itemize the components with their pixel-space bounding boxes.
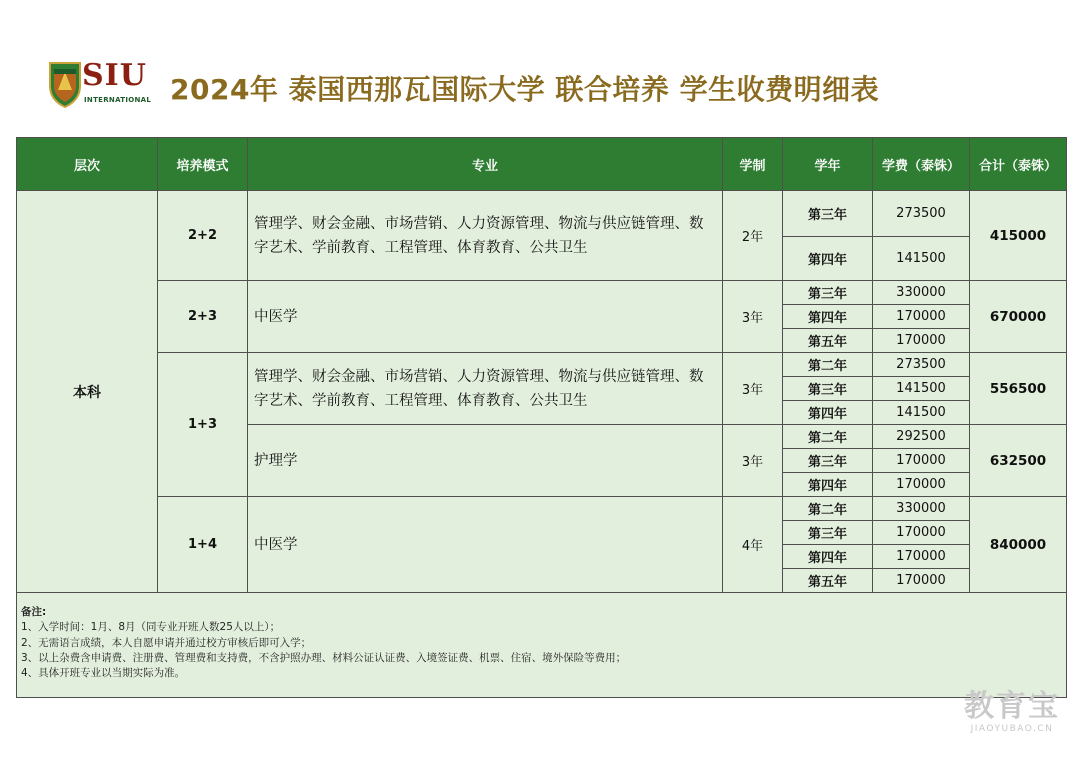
major-cell: 管理学、财会金融、市场营销、人力资源管理、物流与供应链管理、数字艺术、学前教育、工程管理、体育教育、公共卫生: [248, 353, 723, 425]
fee-cell: 273500: [873, 353, 970, 377]
year-cell: 第五年: [783, 329, 873, 353]
notes-row: [17, 593, 1067, 698]
note-item: 2、无需语言成绩，本人自愿申请并通过校方审核后即可入学；: [21, 636, 312, 649]
fee-cell: 141500: [873, 377, 970, 401]
year-cell: 第二年: [783, 353, 873, 377]
fee-cell: 170000: [873, 449, 970, 473]
watermark: [964, 690, 1060, 734]
col-header-total: 合计（泰铢）: [970, 138, 1067, 191]
mode-cell: 2+3: [158, 281, 248, 353]
col-header-fee: 学费（泰铢）: [873, 138, 970, 191]
fee-cell: 141500: [873, 401, 970, 425]
table-row: [17, 497, 1067, 521]
level-cell: 本科: [17, 191, 158, 593]
year-cell: 第三年: [783, 281, 873, 305]
mode-cell: 2+2: [158, 191, 248, 281]
note-item: 4、具体开班专业以当期实际为准。: [21, 667, 186, 680]
fee-cell: 292500: [873, 425, 970, 449]
note-item: 3、以上杂费含申请费、注册费、管理费和支持费，不含护照办理、材料公证认证费、入境签证费、机票、住宿、境外保险等费用；: [21, 651, 627, 664]
year-cell: 第三年: [783, 449, 873, 473]
fee-cell: 170000: [873, 305, 970, 329]
duration-cell: 3年: [723, 281, 783, 353]
table-header-row: [17, 138, 1067, 191]
col-header-duration: 学制: [723, 138, 783, 191]
year-cell: 第三年: [783, 191, 873, 237]
note-item: 1、入学时间：1月、8月（同专业开班人数25人以上）；: [21, 621, 281, 634]
total-cell: 556500: [970, 353, 1067, 425]
duration-cell: 2年: [723, 191, 783, 281]
year-cell: 第四年: [783, 237, 873, 281]
table-row: [17, 191, 1067, 237]
year-cell: 第二年: [783, 497, 873, 521]
year-cell: 第四年: [783, 545, 873, 569]
col-header-level: 层次: [17, 138, 158, 191]
fee-cell: 170000: [873, 473, 970, 497]
notes-title: 备注:: [21, 606, 47, 618]
fee-cell: 170000: [873, 521, 970, 545]
year-cell: 第三年: [783, 377, 873, 401]
year-cell: 第四年: [783, 473, 873, 497]
total-cell: 840000: [970, 497, 1067, 593]
table-row: [17, 353, 1067, 377]
major-cell: 护理学: [248, 425, 723, 497]
total-cell: 415000: [970, 191, 1067, 281]
table-row: [17, 281, 1067, 305]
col-header-major: 专业: [248, 138, 723, 191]
fee-cell: 170000: [873, 329, 970, 353]
col-header-mode: 培养模式: [158, 138, 248, 191]
major-cell: 中医学: [248, 497, 723, 593]
siu-logo: [48, 60, 156, 110]
duration-cell: 3年: [723, 353, 783, 425]
watermark-url: JIAOYUBAO.CN: [970, 724, 1054, 734]
fee-cell: 330000: [873, 281, 970, 305]
year-cell: 第四年: [783, 305, 873, 329]
mode-cell: 1+4: [158, 497, 248, 593]
year-cell: 第三年: [783, 521, 873, 545]
fee-cell: 273500: [873, 191, 970, 237]
mode-cell: 1+3: [158, 353, 248, 497]
page-title: 2024年 泰国西那瓦国际大学 联合培养 学生收费明细表: [170, 73, 880, 106]
fee-cell: 141500: [873, 237, 970, 281]
total-cell: 670000: [970, 281, 1067, 353]
shield-icon: [48, 60, 82, 108]
col-header-year: 学年: [783, 138, 873, 191]
major-cell: 中医学: [248, 281, 723, 353]
fee-cell: 330000: [873, 497, 970, 521]
year-cell: 第五年: [783, 569, 873, 593]
fee-cell: 170000: [873, 569, 970, 593]
fee-cell: 170000: [873, 545, 970, 569]
logo-subtitle: INTERNATIONAL: [84, 96, 152, 104]
total-cell: 632500: [970, 425, 1067, 497]
duration-cell: 4年: [723, 497, 783, 593]
fee-table: [16, 137, 1067, 698]
watermark-text: 教育宝: [964, 689, 1060, 724]
notes-cell: [17, 593, 1067, 698]
logo-wordmark: SIU: [82, 58, 147, 93]
major-cell: 管理学、财会金融、市场营销、人力资源管理、物流与供应链管理、数字艺术、学前教育、工程管理、体育教育、公共卫生: [248, 191, 723, 281]
duration-cell: 3年: [723, 425, 783, 497]
year-cell: 第二年: [783, 425, 873, 449]
year-cell: 第四年: [783, 401, 873, 425]
